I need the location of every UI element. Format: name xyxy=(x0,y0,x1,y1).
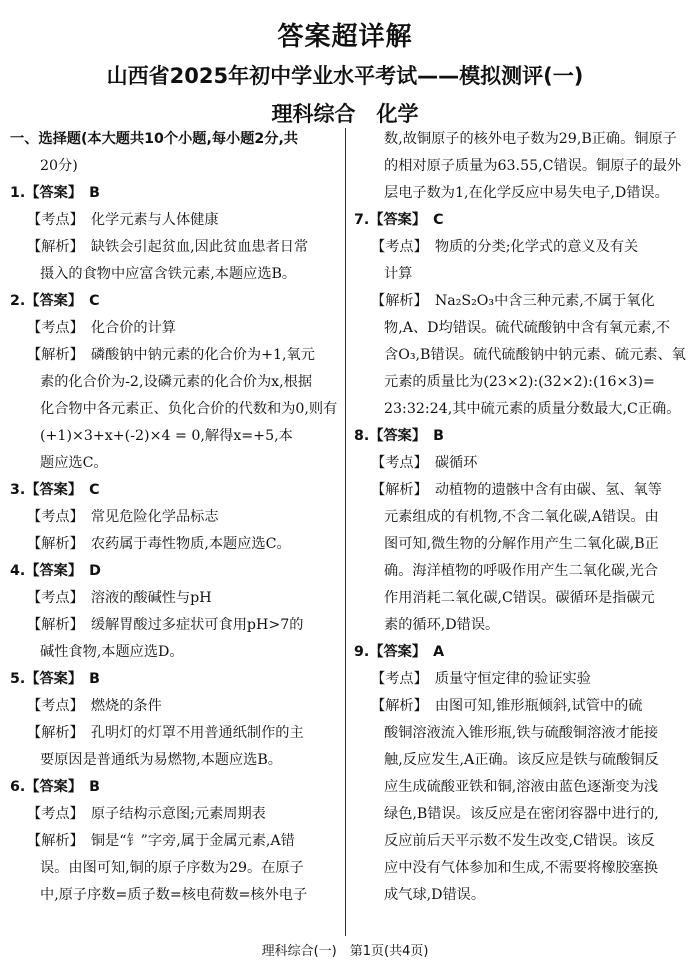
text-line: 23:32:24,其中硫元素的质量分数最大,C正确。 xyxy=(384,401,681,417)
answer-line: 1.【答案】 B xyxy=(10,185,100,201)
text-line: 触,反应发生,A正确。该反应是铁与硫酸铜反 xyxy=(384,752,659,768)
answer-line: 8.【答案】 B xyxy=(354,428,444,444)
text-line: 计算 xyxy=(384,266,413,282)
text-line: 应中没有气体参加和生成,不需要将橡胶塞换 xyxy=(384,860,659,876)
answer-line: 5.【答案】 B xyxy=(10,671,100,687)
text-line: 反应前后天平示数不发生改变,C错误。该反 xyxy=(384,833,655,849)
topic-line: 【考点】 碳循环 xyxy=(371,455,478,471)
exam-subtitle: 山西省2025年初中学业水平考试——模拟测评(一) xyxy=(106,64,584,88)
text-line: 的相对原子质量为63.55,C错误。铜原子的最外 xyxy=(384,158,682,174)
text-line: 应生成硫酸亚铁和铜,溶液由蓝色逐渐变为浅 xyxy=(384,779,659,795)
text-line: 化合物中各元素正、负化合价的代数和为0,则有 xyxy=(40,401,338,417)
text-line: 元素组成的有机物,不含二氧化碳,A错误。由 xyxy=(384,509,659,525)
text-line: 酸铜溶液流入锥形瓶,铁与硫酸铜溶液才能接 xyxy=(384,725,659,741)
text-line: 素的化合价为-2,设磷元素的化合价为x,根据 xyxy=(40,374,313,390)
topic-line: 【考点】 燃烧的条件 xyxy=(27,698,162,714)
answer-line: 9.【答案】 A xyxy=(354,644,445,660)
topic-line: 【考点】 物质的分类;化学式的意义及有关 xyxy=(371,239,639,255)
left-column xyxy=(10,126,340,909)
text-line: 数,故铜原子的核外电子数为29,B正确。铜原子 xyxy=(384,131,677,147)
page-title: 答案超详解 xyxy=(277,22,413,52)
analysis-line: 【解析】 孔明灯的灯罩不用普通纸制作的主 xyxy=(27,725,304,741)
text-line: 20分) xyxy=(40,158,78,174)
answer-line: 6.【答案】 B xyxy=(10,779,100,795)
topic-line: 【考点】 溶液的酸碱性与pH xyxy=(27,590,212,606)
section-heading: 一、选择题(本大题共10个小题,每小题2分,共 xyxy=(10,131,299,147)
answer-line: 4.【答案】 D xyxy=(10,563,101,579)
topic-line: 【考点】 化学元素与人体健康 xyxy=(27,212,219,228)
analysis-line: 【解析】 由图可知,锥形瓶倾斜,试管中的硫 xyxy=(371,698,643,714)
text-line: 绿色,B错误。该反应是在密闭容器中进行的, xyxy=(384,806,659,822)
topic-line: 【考点】 质量守恒定律的验证实验 xyxy=(371,671,591,687)
text-line: (+1)×3+x+(-2)×4 = 0,解得x=+5,本 xyxy=(40,428,293,444)
analysis-line: 【解析】 农药属于毒性物质,本题应选C。 xyxy=(27,536,291,552)
topic-line: 【考点】 化合价的计算 xyxy=(27,320,176,336)
subject-heading: 理科综合 化学 xyxy=(271,102,419,126)
text-line: 图可知,微生物的分解作用产生二氧化碳,B正 xyxy=(384,536,659,552)
analysis-line: 【解析】 缺铁会引起贫血,因此贫血患者日常 xyxy=(27,239,309,255)
text-line: 物,A、D均错误。硫代硫酸钠中含有氧元素,不 xyxy=(384,320,671,336)
text-line: 含O₃,B错误。硫代硫酸钠中钠元素、硫元素、氧 xyxy=(384,347,686,363)
answer-line: 3.【答案】 C xyxy=(10,482,100,498)
answer-line: 7.【答案】 C xyxy=(354,212,444,228)
analysis-line: 【解析】 动植物的遗骸中含有由碳、氢、氧等 xyxy=(371,482,662,498)
text-line: 中,原子序数=质子数=核电荷数=核外电子 xyxy=(40,887,308,903)
text-line: 摄入的食物中应富含铁元素,本题应选B。 xyxy=(40,266,297,282)
analysis-line: 【解析】 铜是“钅”字旁,属于金属元素,A错 xyxy=(27,833,295,849)
text-line: 成气球,D错误。 xyxy=(384,887,486,903)
text-line: 元素的质量比为(23×2):(32×2):(16×3)= xyxy=(384,374,655,390)
text-line: 误。由图可知,铜的原子序数为29。在原子 xyxy=(40,860,304,876)
text-line: 素的循环,D错误。 xyxy=(384,617,500,633)
topic-line: 【考点】 原子结构示意图;元素周期表 xyxy=(27,806,266,822)
topic-line: 【考点】 常见危险化学品标志 xyxy=(27,509,219,525)
page-footer: 理科综合(一) 第1页(共4页) xyxy=(261,944,429,959)
text-line: 题应选C。 xyxy=(40,455,108,471)
answer-line: 2.【答案】 C xyxy=(10,293,100,309)
text-line: 碱性食物,本题应选D。 xyxy=(40,644,184,660)
column-divider xyxy=(345,128,346,936)
analysis-line: 【解析】 磷酸钠中钠元素的化合价为+1,氧元 xyxy=(27,347,315,363)
analysis-line: 【解析】 缓解胃酸过多症状可食用pH>7的 xyxy=(27,617,304,633)
text-line: 确。海洋植物的呼吸作用产生二氧化碳,光合 xyxy=(384,563,659,579)
text-line: 要原因是普通纸为易燃物,本题应选B。 xyxy=(40,752,282,768)
text-line: 层电子数为1,在化学反应中易失电子,D错误。 xyxy=(384,185,669,201)
right-column xyxy=(354,126,686,909)
analysis-line: 【解析】 Na₂S₂O₃中含三种元素,不属于氧化 xyxy=(371,293,655,309)
text-line: 作用消耗二氧化碳,C错误。碳循环是指碳元 xyxy=(384,590,655,606)
